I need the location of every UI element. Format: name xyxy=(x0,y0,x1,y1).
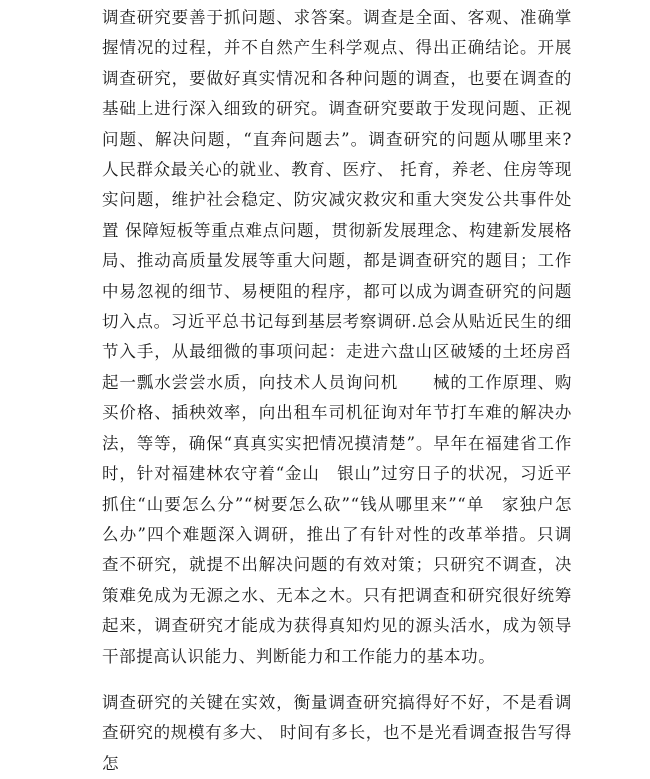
body-paragraph: 调查研究的关键在实效，衡量调查研究搞得好不好，不是看调查研究的规模有多大、 时间有多长，也不是光看调查报告写得怎 xyxy=(102,693,572,773)
body-paragraph: 调查研究要善于抓问题、求答案。调查是全面、客观、准确掌握情况的过程，并不自然产生科学观点、得出正确结论。开展调查研究，要做好真实情况和各种问题的调查，也要在调查的基础上进行深入细致的研究。调查研究要敢于发现问题、正视问题、解决问题，“直奔问题去”。调查研究的问题从哪里来?人民群众最关心的就业、教育、医疗、 托育，养老、住房等现实问题，维护社会稳定、防灾减灾救灾和重大突发公共事件处置 保障短板等重点难点问题，贯彻新发展理念、构建新发展格局、推动高质量发展等重大问题，都是调查研究的题目；工作中易忽视的细节、易梗阻的程序，都可以成为调查研究的问题切入点。习近平总书记每到基层考察调研.总会从贴近民生的细节入手，从最细微的事项问起：走进六盘山区破矮的土坯房舀起一瓢水尝尝水质，向技术人员询问机 械的工作原理、购买价格、插秧效率，向出租车司机征询对年节打车难的解决办法，等等，确保“真真实实把情况摸清楚”。早年在福建省工作时，针对福建林农守着“金山 银山”过穷日子的状况，习近平抓住“山要怎么分”“树要怎么砍”“钱从哪里来”“单 家独户怎么办”四个难题深入调研，推出了有针对性的改革举措。只调查不研究，就提不出解决问题的有效对策；只研究不调查，决策难免成为无源之水、无本之木。只有把调查和研究很好统筹起来，调查研究才能成为获得真知灼见的源头活水，成为领导干部提高认识能力、判断能力和工作能力的基本功。 xyxy=(102,8,572,666)
